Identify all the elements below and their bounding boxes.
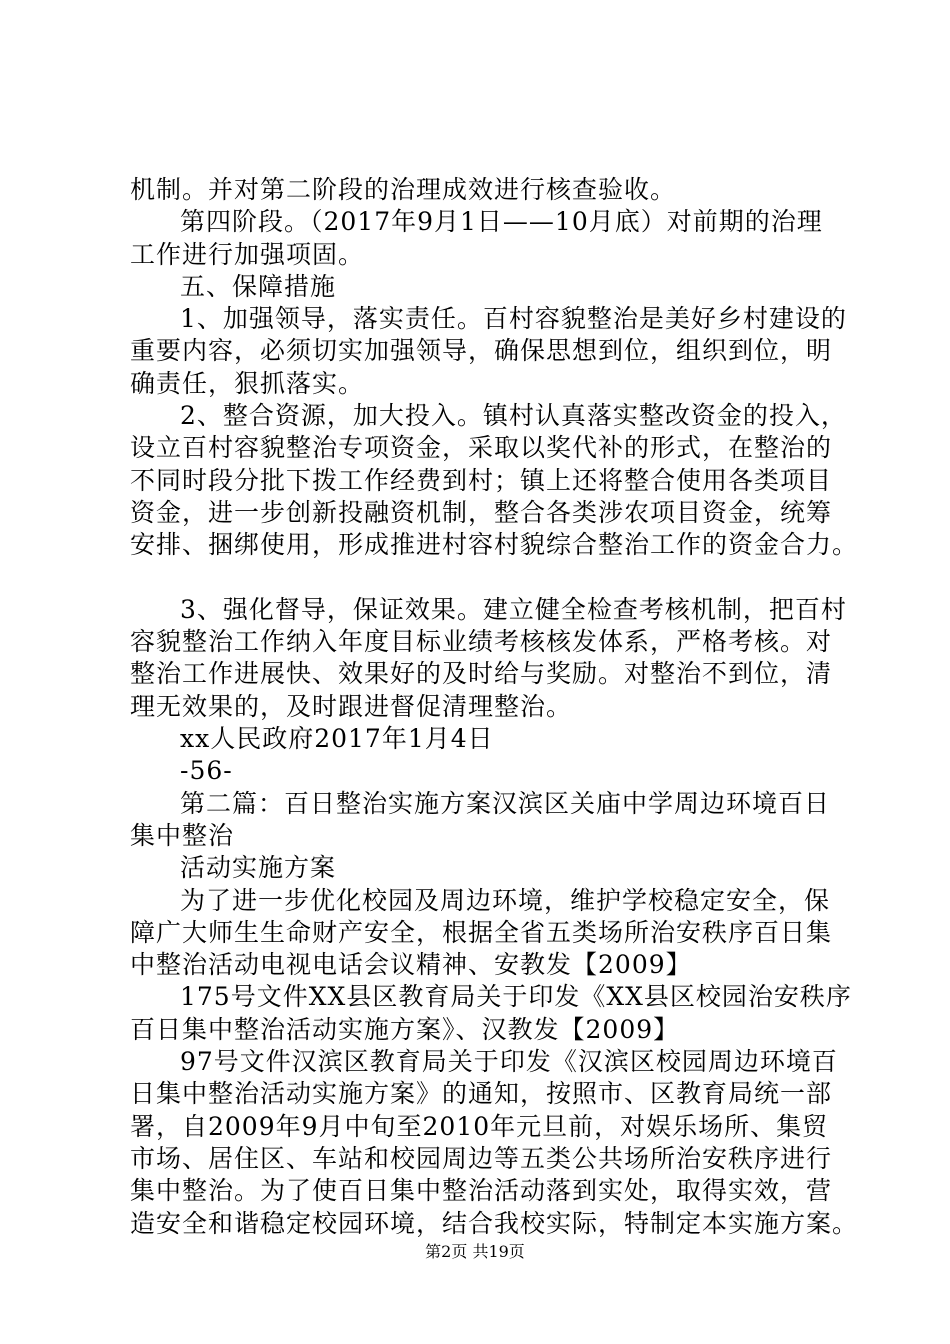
blank-line [130, 562, 850, 594]
text-line: 活动实施方案 [180, 853, 337, 883]
text-line: 五、保障措施 [180, 271, 337, 301]
text-line: 2、整合资源，加大投入。镇村认真落实整改资金的投入， [180, 401, 847, 431]
text-line: xx人民政府2017年1月4日 [180, 724, 494, 754]
text-line: 理无效果的，及时跟进督促清理整治。 [130, 691, 573, 721]
text-line: 工作进行加强项固。 [130, 239, 365, 269]
text-line: 第二篇：百日整治实施方案汉滨区关庙中学周边环境百日 [180, 788, 831, 818]
text-line: 中整治活动电视电话会议精神、安教发【2009】 [130, 950, 692, 980]
text-line: 不同时段分批下拨工作经费到村；镇上还将整合使用各类项目 [130, 465, 833, 495]
text-line: 资金，进一步创新投融资机制，整合各类涉农项目资金，统筹 [130, 497, 833, 527]
text-line: 175号文件XX县区教育局关于印发《XX县区校园治安秩序 [180, 982, 852, 1012]
text-line: 日集中整治活动实施方案》的通知，按照市、区教育局统一部 [130, 1079, 833, 1109]
text-line: 重要内容，必须切实加强领导，确保思想到位，组织到位，明 [130, 336, 833, 366]
text-line: 集中整治。为了使百日集中整治活动落到实处，取得实效，营 [130, 1176, 833, 1206]
text-line: 整治工作进展快、效果好的及时给与奖励。对整治不到位，清 [130, 659, 833, 689]
page-footer: 第2页 共19页 [425, 1242, 525, 1261]
text-line: 障广大师生生命财产安全，根据全省五类场所治安秩序百日集 [130, 917, 833, 947]
text-line: 容貌整治工作纳入年度目标业绩考核核发体系，严格考核。对 [130, 627, 833, 657]
text-line: 集中整治 [130, 820, 235, 850]
document-body [130, 174, 859, 1240]
text-line: 市场、居住区、车站和校园周边等五类公共场所治安秩序进行 [130, 1143, 833, 1173]
text-line: 机制。并对第二阶段的治理成效进行核查验收。 [130, 175, 677, 204]
text-line: 确责任，狠抓落实。 [130, 368, 365, 398]
text-line: 造安全和谐稳定校园环境，结合我校实际，特制定本实施方案。 [130, 1208, 859, 1238]
text-line: 1、加强领导，落实责任。百村容貌整治是美好乡村建设的 [180, 304, 847, 334]
text-line: 署，自2009年9月中旬至2010年元旦前，对娱乐场所、集贸 [130, 1111, 829, 1141]
text-line: 3、强化督导，保证效果。建立健全检查考核机制，把百村 [180, 594, 847, 624]
text-line: 百日集中整治活动实施方案》、汉教发【2009】 [130, 1014, 680, 1044]
text-line: 安排、捆绑使用，形成推进村容村貌综合整治工作的资金合力。 [130, 530, 859, 560]
text-line: 为了进一步优化校园及周边环境，维护学校稳定安全，保 [180, 885, 831, 915]
text-line: 第四阶段。（2017年9月1日——10月底）对前期的治理 [180, 207, 823, 237]
text-line: -56- [180, 756, 233, 786]
text-line: 97号文件汉滨区教育局关于印发《汉滨区校园周边环境百 [180, 1047, 838, 1077]
text-line: 设立百村容貌整治专项资金，采取以奖代补的形式，在整治的 [130, 433, 833, 463]
